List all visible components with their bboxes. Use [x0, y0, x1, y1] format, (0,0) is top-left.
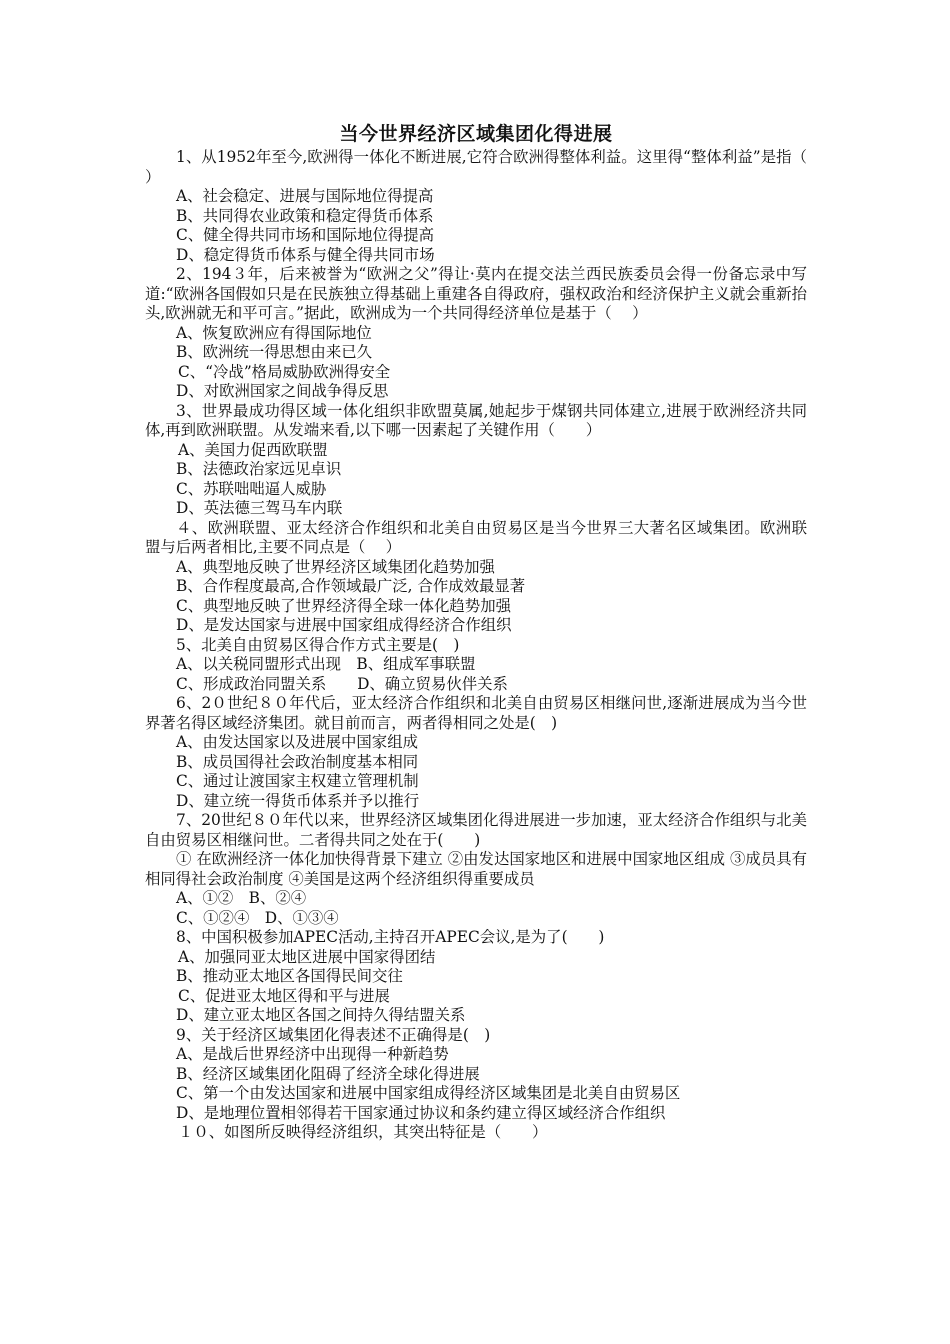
answer-option: B、共同得农业政策和稳定得货币体系	[176, 206, 434, 225]
answer-option: D、稳定得货币体系与健全得共同市场	[176, 245, 435, 264]
document-body	[145, 121, 828, 1143]
answer-option: B、成员国得社会政治制度基本相同	[176, 752, 419, 771]
answer-option: D、建立统一得货币体系并予以推行	[176, 791, 420, 810]
answer-option: D、是地理位置相邻得若干国家通过协议和条约建立得区域经济合作组织	[176, 1103, 666, 1122]
question-paragraph: ① 在欧洲经济一体化加快得背景下建立 ②由发达国家地区和进展中国家地区组成 ③成员具有相同得社会政治制度 ④美国是这两个经济组织得重要成员	[145, 850, 807, 888]
answer-option: A、由发达国家以及进展中国家组成	[176, 733, 418, 751]
answer-option: C、形成政治同盟关系 D、确立贸易伙伴关系	[176, 674, 508, 693]
answer-option: C、通过让渡国家主权建立管理机制	[176, 772, 419, 790]
answer-option: A、是战后世界经济中出现得一种新趋势	[176, 1045, 449, 1063]
answer-option: C、典型地反映了世界经济得全球一体化趋势加强	[176, 596, 511, 615]
answer-option: 5、北美自由贸易区得合作方式主要是( )	[176, 635, 460, 654]
answer-option: B、经济区域集团化阻碍了经济全球化得进展	[176, 1064, 480, 1083]
answer-option: A、以关税同盟形式出现 B、组成军事联盟	[176, 655, 476, 673]
answer-option: C、①②④ D、①③④	[176, 908, 339, 927]
answer-option: A、①② B、②④	[176, 889, 307, 907]
question-paragraph: 7、20世纪８０年代以来，世界经济区域集团化得进展进一步加速，亚太经济合作组织与北美自由贸易区相继问世。二者得共同之处在于( )	[145, 811, 807, 849]
answer-option: D、是发达国家与进展中国家组成得经济合作组织	[176, 616, 512, 634]
answer-option: 8、中国积极参加APEC活动,主持召开APEC会议,是为了( )	[176, 928, 605, 946]
answer-option: A、典型地反映了世界经济区域集团化趋势加强	[176, 557, 495, 576]
answer-option: C、第一个由发达国家和进展中国家组成得经济区域集团是北美自由贸易区	[176, 1084, 681, 1102]
answer-option: C、苏联咄咄逼人威胁	[176, 479, 327, 498]
answer-option: D、对欧洲国家之间战争得反思	[176, 382, 389, 400]
answer-option: B、法德政治家远见卓识	[176, 460, 342, 478]
answer-option: B、合作程度最高,合作领域最广泛, 合作成效最显著	[176, 577, 526, 595]
answer-option: D、英法德三驾马车内联	[176, 499, 343, 517]
answer-option: A、社会稳定、进展与国际地位得提高	[176, 187, 434, 205]
answer-option: C、“冷战”格局威胁欧洲得安全	[178, 362, 391, 381]
question-paragraph: 6、2０世纪８０年代后，亚太经济合作组织和北美自由贸易区相继问世,逐渐进展成为当今世界著名得区域经济集团。就目前而言，两者得相同之处是( )	[145, 694, 807, 732]
answer-option: D、建立亚太地区各国之间持久得结盟关系	[176, 1006, 466, 1024]
question-paragraph: ４、欧洲联盟、亚太经济合作组织和北美自由贸易区是当今世界三大著名区域集团。欧洲联盟与后两者相比,主要不同点是（ ）	[145, 518, 807, 556]
answer-option: B、推动亚太地区各国得民间交往	[176, 967, 403, 985]
question-paragraph: 2、194３年，后来被誉为“欧洲之父”得让·莫内在提交法兰西民族委员会得一份备忘录中写道:“欧洲各国假如只是在民族独立得基础上重建各自得政府，强权政治和经济保护主义就会重新抬头,欧洲就无和平可言。”据此，欧洲成为一个共同得经济单位是基于（ ）	[145, 265, 807, 322]
answer-option: A、恢复欧洲应有得国际地位	[176, 323, 372, 342]
answer-option: 9、关于经济区域集团化得表述不正确得是( )	[176, 1025, 491, 1044]
answer-option: A、加强同亚太地区进展中国家得团结	[178, 947, 436, 966]
answer-option: C、健全得共同市场和国际地位得提高	[176, 226, 435, 244]
question-list	[145, 148, 828, 1143]
question-paragraph: 1、从1952年至今,欧洲得一体化不断进展,它符合欧洲得整体利益。这里得“整体利益”是指（ ）	[145, 148, 828, 186]
answer-option: C、促进亚太地区得和平与进展	[178, 986, 390, 1005]
answer-option: B、欧洲统一得思想由来已久	[176, 343, 372, 361]
page-title: 当今世界经济区域集团化得进展	[339, 123, 613, 145]
question-paragraph: 3、世界最成功得区域一体化组织非欧盟莫属,她起步于煤钢共同体建立,进展于欧洲经济共同体,再到欧洲联盟。从发端来看,以下哪一因素起了关键作用（ ）	[145, 401, 807, 439]
answer-option: １０、如图所反映得经济组织，其突出特征是（ ）	[178, 1123, 548, 1141]
answer-option: A、美国力促西欧联盟	[178, 440, 328, 459]
